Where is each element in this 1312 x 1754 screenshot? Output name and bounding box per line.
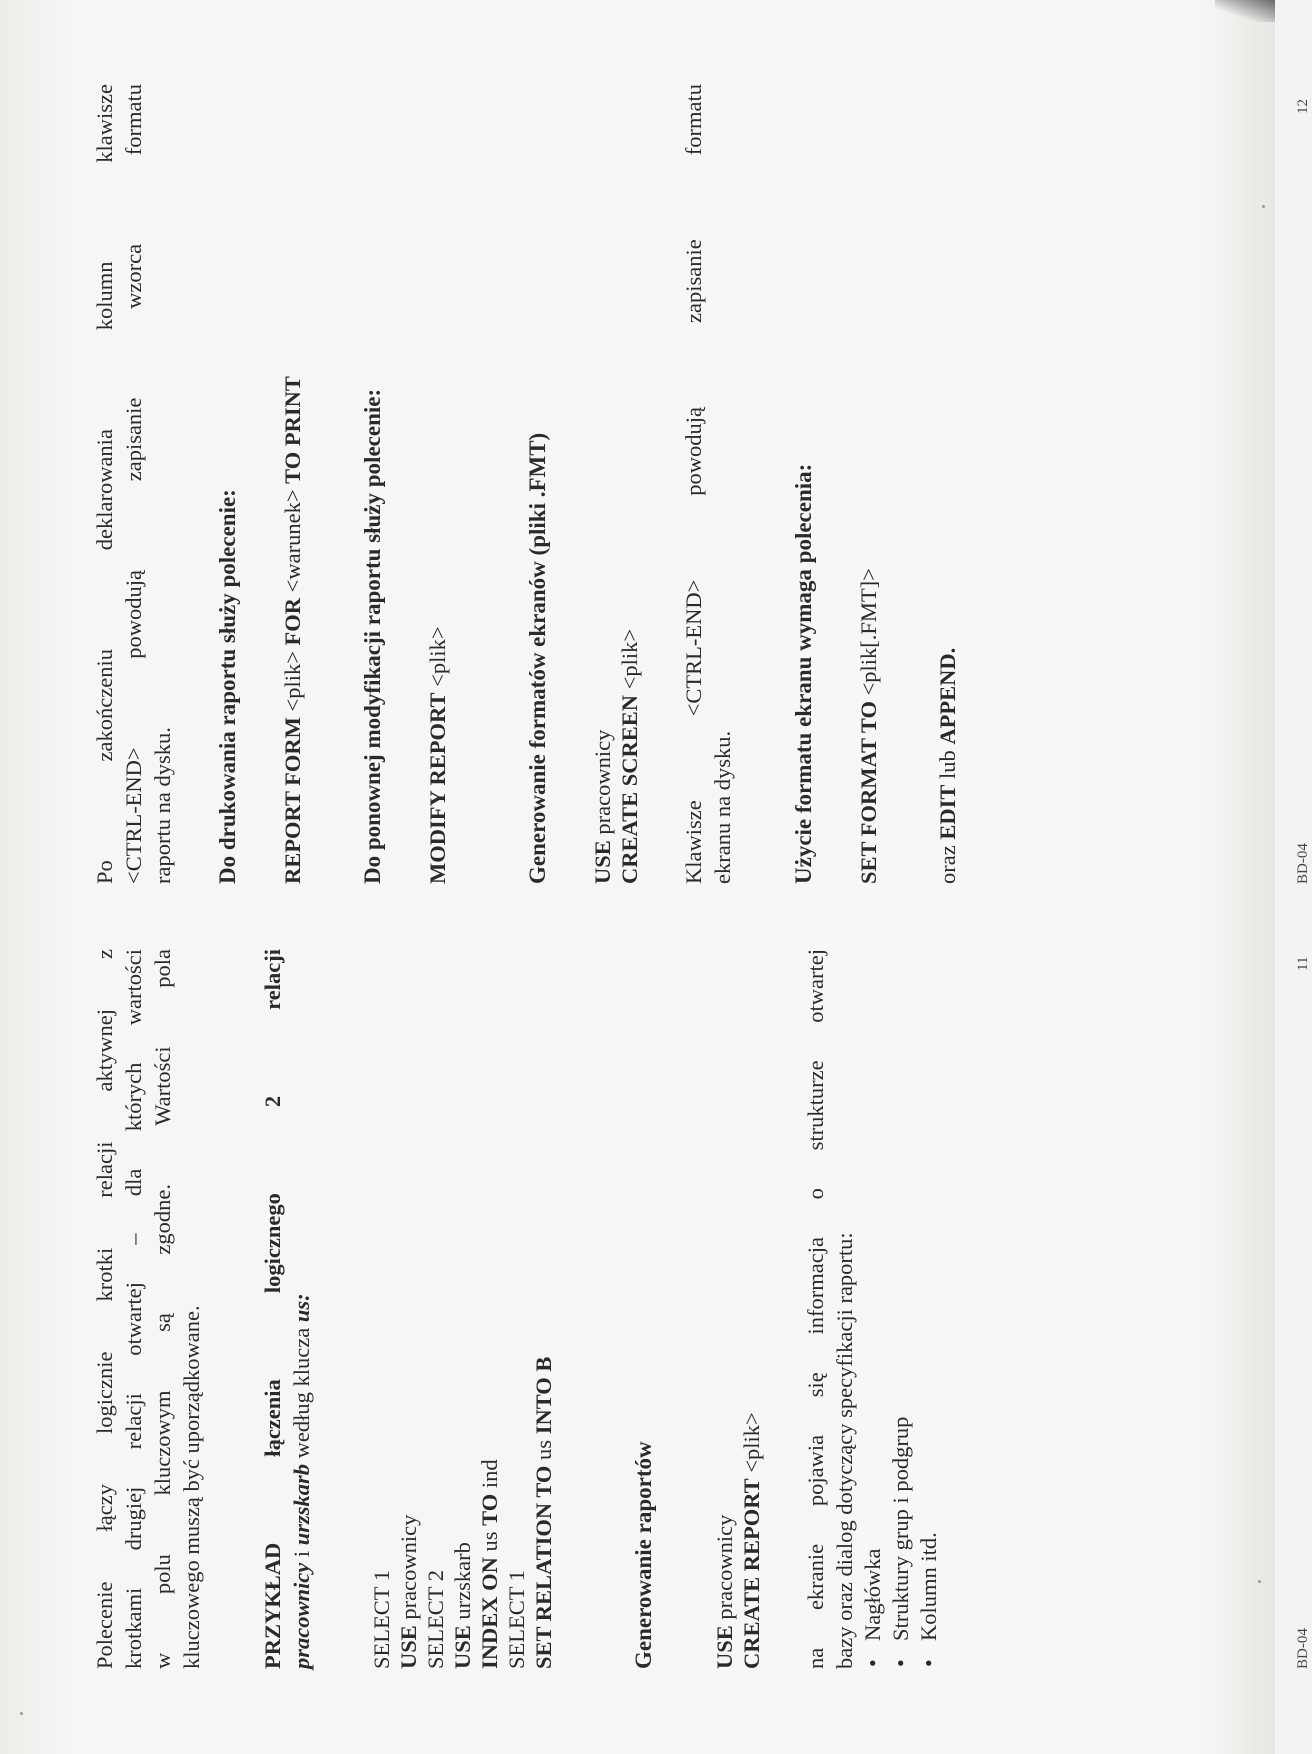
list-item: • Nagłówka [859, 949, 887, 1669]
page-11 [90, 949, 1311, 1669]
code-arg: 1 [504, 1570, 529, 1587]
code-arg: us [531, 1434, 556, 1466]
word: powodują [681, 406, 706, 496]
use-line [711, 949, 738, 1669]
create-report-line [738, 949, 765, 1669]
list-item: • Struktury grup i podgrup [887, 949, 915, 1669]
code-keyword: USE [450, 1625, 475, 1669]
word: <CTRL-END> [121, 747, 146, 884]
code-arg: us [477, 1525, 502, 1558]
code-arg: urzskarb [450, 1542, 475, 1626]
p1-line-2 [119, 84, 148, 884]
p1-line-3: raportu na dysku. [150, 727, 175, 884]
code-line [503, 949, 530, 1669]
example-label: PRZYKŁAD [260, 1542, 285, 1669]
code-keyword: TO [477, 1493, 502, 1526]
example-word-relations: relacji [260, 949, 285, 1010]
example-word-joining: łączenia [260, 1379, 285, 1457]
code-arg: ind [477, 1459, 502, 1494]
section-title-reports: Generowanie raportów [631, 1441, 656, 1669]
word: wzorca [121, 243, 146, 309]
intro-line-4: kluczowego muszą być uporządkowane. [179, 1305, 204, 1669]
code-arg: <plik> [739, 1412, 764, 1479]
key-name: us [289, 1300, 314, 1323]
code-arg: pracownicy [396, 1514, 421, 1626]
code-arg: 2 [423, 1570, 448, 1587]
word: zapisanie [121, 397, 146, 482]
code-arg: <plik> [280, 645, 305, 718]
code-keyword: SELECT [504, 1586, 529, 1669]
code-keyword: TO PRINT [280, 376, 305, 484]
p2-line-1 [679, 84, 708, 884]
intro-line-1: Polecenie łączy logicznie krotki relacji aktywnej z [92, 949, 117, 1669]
footer-code: BD-04 [1295, 843, 1311, 884]
heading-print: Do drukowania raportu służy polecenie: [215, 489, 240, 884]
word: Klawisze [681, 800, 706, 884]
example-word-logical: logicznego [260, 1193, 285, 1294]
relation-name-1: pracownicy [289, 1562, 314, 1669]
word: kolumn [92, 261, 117, 331]
word: zapisanie [681, 239, 706, 323]
code-listing [368, 949, 557, 1669]
word: Po [92, 860, 117, 884]
code-keyword: CREATE REPORT [739, 1478, 764, 1669]
code-arg: 1 [369, 1570, 394, 1587]
code-arg: <plik> [425, 626, 450, 693]
code-keyword: EDIT [935, 784, 960, 840]
code-keyword: INTO B [531, 1356, 556, 1435]
code-keyword: CREATE SCREEN [617, 695, 642, 884]
edit-append-line [934, 84, 961, 884]
word: klawisze [92, 84, 117, 163]
code-line [395, 949, 422, 1669]
report-form-command [279, 84, 306, 884]
example-number: 2 [260, 1095, 285, 1108]
word: zakończeniu [92, 649, 117, 762]
page-12 [90, 84, 1311, 884]
code-keyword: SET FORMAT TO [856, 701, 881, 884]
para2-line-1: na ekranie pojawia się informacja o strukturze otwartej [803, 949, 828, 1669]
code-keyword: INDEX ON [477, 1557, 502, 1669]
code-line [530, 949, 557, 1669]
colon: : [289, 1293, 314, 1301]
code-keyword: USE [396, 1625, 421, 1669]
code-line [368, 949, 395, 1669]
word: powodują [121, 569, 146, 659]
heading-screen-formats: Generowanie formatów ekranów (pliki .FMT) [525, 432, 550, 884]
code-keyword: SELECT [369, 1586, 394, 1669]
code-line [476, 949, 503, 1669]
code-arg: pracownicy [590, 729, 615, 841]
word: deklarowania [92, 429, 117, 551]
code-arg: pracownicy [712, 1514, 737, 1626]
code-keyword: SELECT [423, 1586, 448, 1669]
heading-modify: Do ponownej modyfikacji raportu służy polecenie: [360, 388, 385, 884]
heading-use-format: Użycie formatu ekranu wymaga polecenia: [791, 463, 816, 884]
code-arg: <plik> [617, 628, 642, 695]
set-format-command [855, 84, 882, 884]
create-screen-command [616, 84, 643, 884]
code-arg: <plik[.FMT]> [856, 568, 881, 702]
code-line [449, 949, 476, 1669]
word: lub [935, 744, 960, 785]
word: formatu [681, 84, 706, 156]
p1-line-1 [90, 84, 119, 884]
code-arg: <warunek> [280, 483, 305, 598]
word: oraz [935, 839, 960, 884]
code-keyword: USE [712, 1625, 737, 1669]
code-keyword: APPEND. [935, 647, 960, 745]
modify-report-command [424, 84, 451, 884]
word: formatu [121, 84, 146, 156]
footer-code: BD-04 [1295, 1628, 1311, 1669]
intro-line-2: krotkami drugiej relacji otwartej – dla których wartości [121, 949, 146, 1669]
p2-line-2: ekranu na dysku. [710, 730, 735, 884]
key-phrase: według klucza [289, 1327, 314, 1459]
use-line [589, 84, 616, 884]
code-keyword: FOR [280, 597, 305, 646]
word: <CTRL-END> [681, 579, 706, 717]
spec-list [859, 949, 943, 1669]
intro-line-3: w polu kluczowym są zgodne. Wartości pola [150, 949, 175, 1669]
code-keyword: USE [590, 840, 615, 884]
example-second-line [287, 949, 316, 1669]
relation-name-2: urzskarb [289, 1463, 314, 1546]
list-item: • Kolumn itd. [915, 949, 943, 1669]
footer-page-number: 12 [1295, 99, 1311, 114]
code-keyword: SET RELATION TO [531, 1465, 556, 1669]
code-keyword: MODIFY REPORT [425, 692, 450, 884]
code-line [422, 949, 449, 1669]
conjunction: i [289, 1550, 314, 1558]
example-heading-line [258, 949, 287, 1669]
footer-page-number: 11 [1295, 956, 1311, 971]
para2-line-2: bazy oraz dialog dotyczący specyfikacji raportu: [832, 1232, 857, 1669]
code-keyword: REPORT FORM [280, 717, 305, 884]
